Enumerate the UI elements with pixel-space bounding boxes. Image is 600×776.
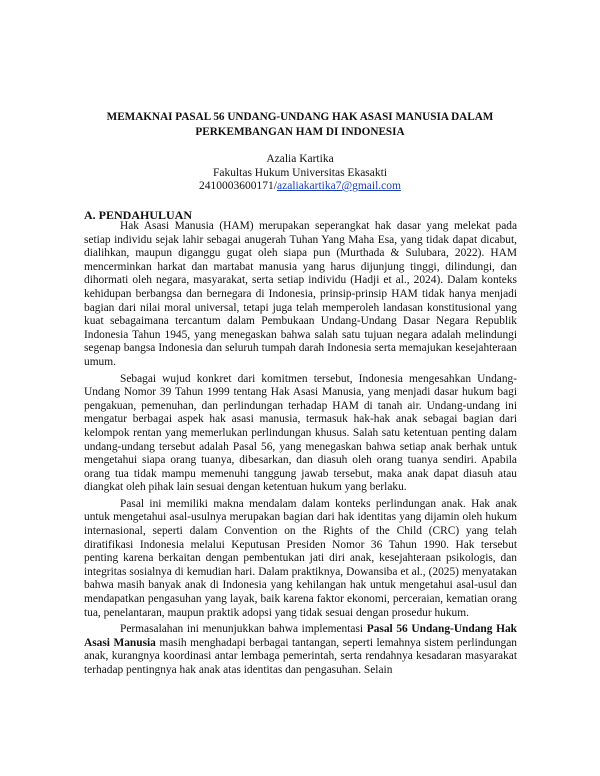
paragraph-1: Hak Asasi Manusia (HAM) merupakan seperangkat hak dasar yang melekat pada setiap individu sejak lahir sebagai anugerah Tuhan Yang Maha Esa, yang tidak dapat dicabut, dialihkan, maupun diganggu gugat oleh siapa pun (Murthada & Sulubara, 2022). HAM mencerminkan harkat dan martabat manusia yang harus dijunjung tinggi, dilindungi, dan dihormati oleh negara, masyarakat, serta setiap individu (Hadji et al., 2024). Dalam konteks kehidupan berbangsa dan bernegara di Indonesia, prinsip-prinsip HAM tidak hanya menjadi bagian dari nilai moral universal, tetapi juga telah memperoleh landasan konstitusional yang kuat sebagaimana tercantum dalam Pembukaan Undang-Undang Dasar Negara Republik Indonesia Tahun 1945, yang menegaskan bahwa salah satu tujuan negara adalah melindungi segenap bangsa Indonesia dan seluruh tumpah darah Indonesia serta memajukan kesejahteraan umum. <box>84 220 517 368</box>
author-name: Azalia Kartika <box>266 153 334 165</box>
title-line-1: MEMAKNAI PASAL 56 UNDANG-UNDANG HAK ASASI MANUSIA DALAM <box>106 111 494 123</box>
author-contact <box>60 180 540 194</box>
author-affiliation: Fakultas Hukum Universitas Ekasakti <box>212 166 388 179</box>
paragraph-4-end: masih menghadapi berbagai tantangan, seperti lemahnya sistem perlindungan anak, kurangnya koordinasi antar lembaga pemerintah, serta rendahnya kesadaran masyarakat terhadap pentingnya hak anak atas identitas dan pengasuhan. Selain <box>84 636 517 676</box>
section-body <box>84 220 517 681</box>
section-heading: A. PENDAHULUAN <box>84 208 192 222</box>
paragraph-3: Pasal ini memiliki makna mendalam dalam konteks perlindungan anak. Hak anak untuk mengetahui asal-usulnya merupakan bagian dari hak identitas yang dijamin oleh hukum internasional, seperti dalam Convention on the Rights of the Child (CRC) yang telah diratifikasi Indonesia melalui Keputusan Presiden Nomor 36 Tahun 1990. Hak tersebut penting karena berkaitan dengan pembentukan jati diri anak, kesejahteraan psikologis, dan integritas sosialnya di kemudian hari. Dalam praktiknya, Dowansiba et al., (2025) menyatakan bahwa masih banyak anak di Indonesia yang kehilangan hak untuk mengetahui asal-usul dan mendapatkan pengasuhan yang layak, baik karena faktor ekonomi, perceraian, kematian orang tua, penelantaran, maupun praktik adopsi yang tidak sesuai dengan prosedur hukum. <box>84 497 517 619</box>
paragraph-4 <box>84 623 517 677</box>
paper-title <box>60 110 540 139</box>
author-block <box>60 153 540 194</box>
paragraph-2: Sebagai wujud konkret dari komitmen tersebut, Indonesia mengesahkan Undang-Undang Nomor 39 Tahun 1999 tentang Hak Asasi Manusia, yang menjadi dasar hukum bagi pengakuan, pemenuhan, dan perlindungan terhadap HAM di tanah air. Undang-undang ini mengatur berbagai aspek hak asasi manusia, termasuk hak-hak anak sebagai bagian dari kelompok rentan yang memerlukan perlindungan khusus. Salah satu ketentuan penting dalam undang-undang tersebut adalah Pasal 56, yang menegaskan bahwa setiap anak berhak untuk mengetahui siapa orang tuanya, dibesarkan, dan diasuh oleh orang tuanya sendiri. Apabila orang tua tidak mampu memenuhi tanggung jawab tersebut, maka anak dapat diasuh atau diangkat oleh pihak lain sesuai dengan ketentuan hukum yang berlaku. <box>84 372 517 494</box>
paragraph-4-bold: Pasal 56 Undang-Undang Hak Asasi Manusia <box>84 623 518 649</box>
paragraph-4-start: Permasalahan ini menunjukkan bahwa implementasi <box>120 623 367 636</box>
email-link[interactable]: azaliakartika7@gmail.com <box>277 180 401 192</box>
title-line-2: PERKEMBANGAN HAM DI INDONESIA <box>195 125 405 138</box>
student-id: 2410003600171/ <box>199 180 277 192</box>
